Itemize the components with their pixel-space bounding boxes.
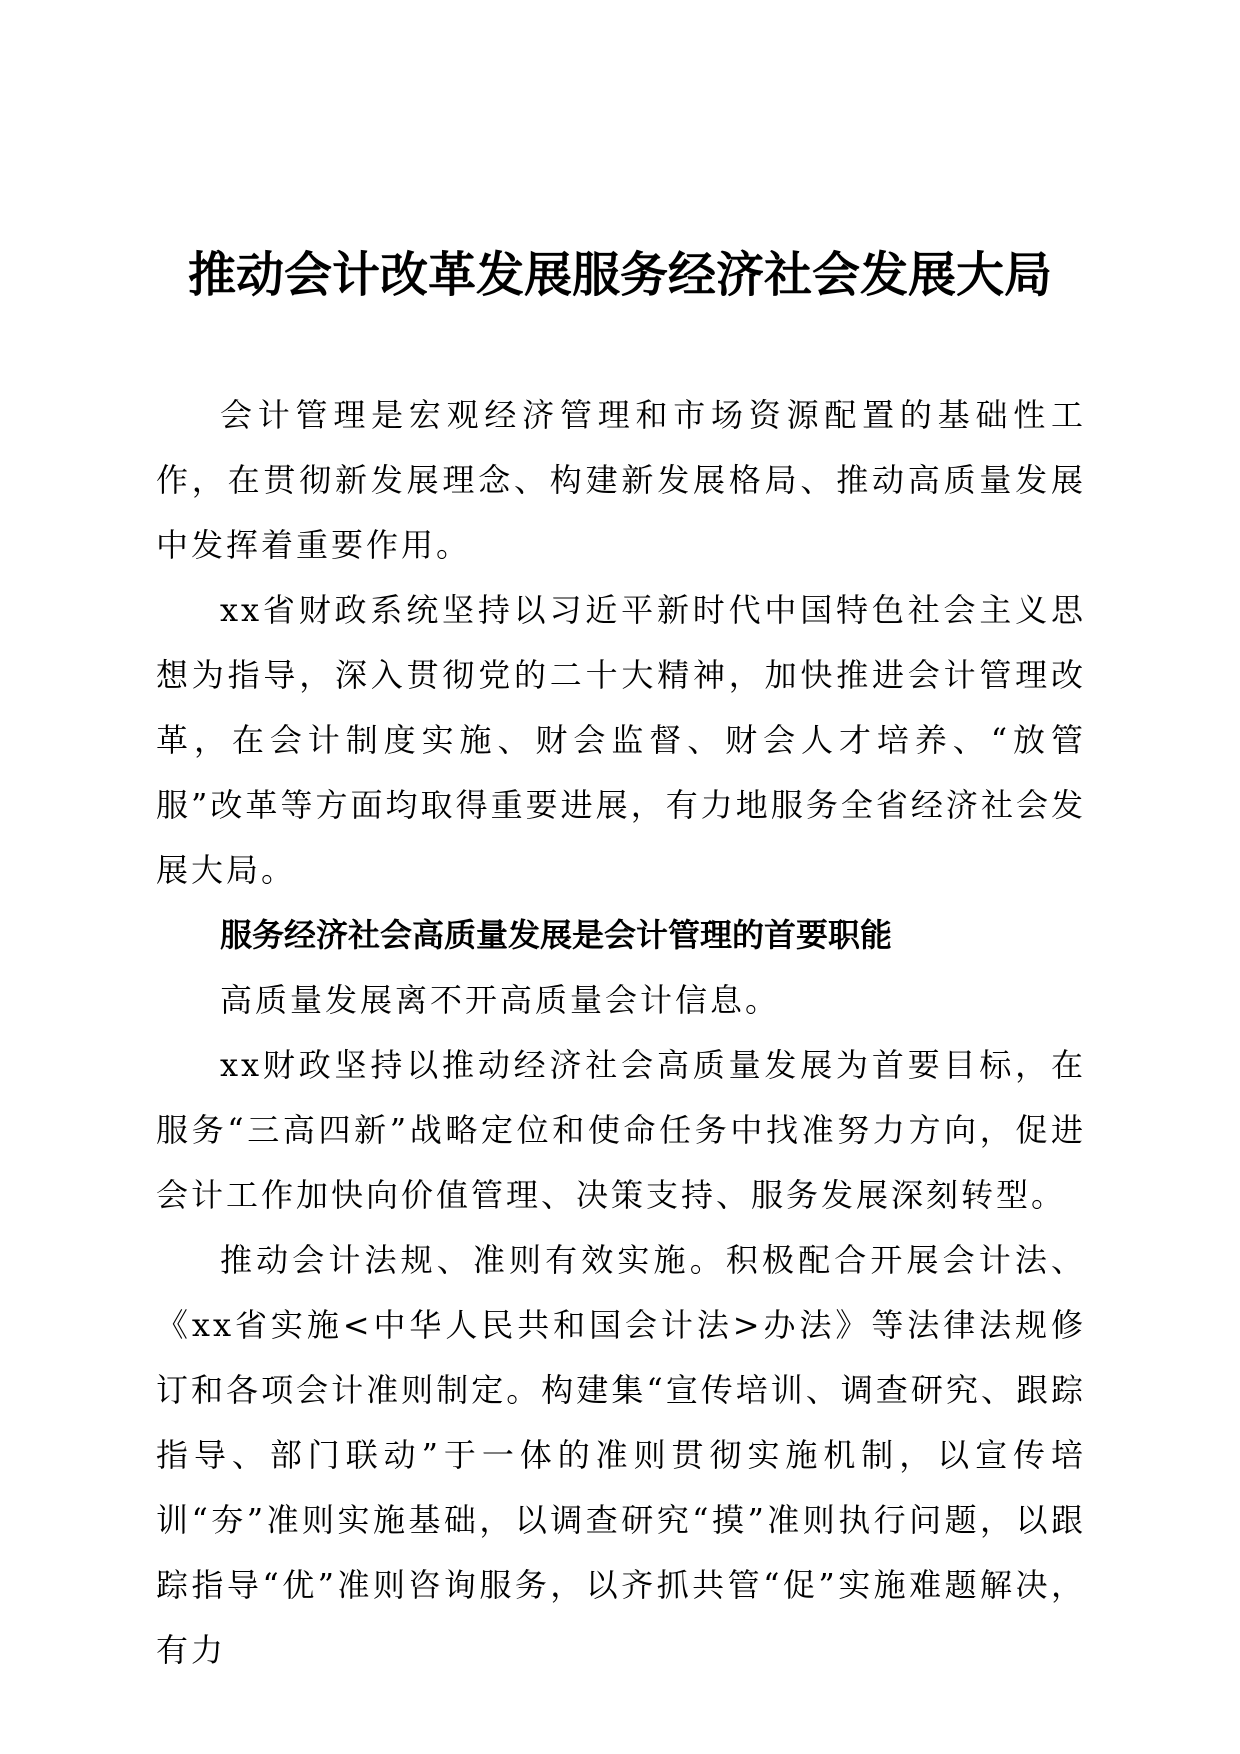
section-subheading: 服务经济社会高质量发展是会计管理的首要职能 <box>220 916 893 954</box>
paragraph-quality-info: 高质量发展离不开高质量会计信息。 <box>220 981 781 1019</box>
paragraph-finance-goal: xx财政坚持以推动经济社会高质量发展为首要目标，在服务“三高四新”战略定位和使命任务中找准努力方向，促进会计工作加快向价值管理、决策支持、服务发展深刻转型。 <box>156 1046 1086 1214</box>
paragraph-intro: 会计管理是宏观经济管理和市场资源配置的基础性工作，在贯彻新发展理念、构建新发展格局、推动高质量发展中发挥着重要作用。 <box>156 396 1086 564</box>
document-title: 推动会计改革发展服务经济社会发展大局 <box>187 247 1052 303</box>
paragraph-province-finance: xx省财政系统坚持以习近平新时代中国特色社会主义思想为指导，深入贯彻党的二十大精神，加快推进会计管理改革，在会计制度实施、财会监督、财会人才培养、“放管服”改革等方面均取得重要进展，有力地服务全省经济社会发展大局。 <box>156 591 1086 889</box>
document-body <box>156 383 1086 1683</box>
paragraph-standards-implementation: 推动会计法规、准则有效实施。积极配合开展会计法、《xx省实施<中华人民共和国会计法>办法》等法律法规修订和各项会计准则制定。构建集“宣传培训、调查研究、跟踪指导、部门联动”于一体的准则贯彻实施机制，以宣传培训“夯”准则实施基础，以调查研究“摸”准则执行问题，以跟踪指导“优”准则咨询服务，以齐抓共管“促”实施难题解决，有力 <box>156 1241 1086 1669</box>
